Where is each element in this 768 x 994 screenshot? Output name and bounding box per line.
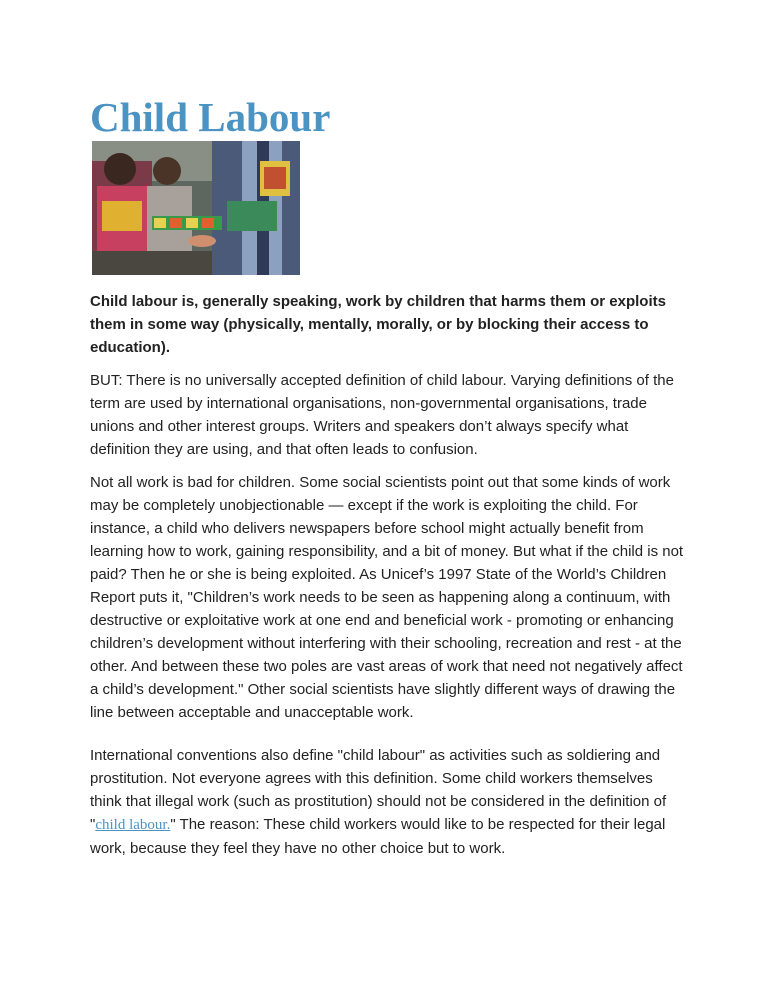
paragraph-not-all-work-bad: Not all work is bad for children. Some social scientists point out that some kinds of work may be completely unobjectionable — except if the work is exploiting the child. For instance, a child who delivers newspapers before school might actually benefit from learning how to work, gaining responsibility, and a bit of money. But what if the child is not paid? Then he or she is being exploited. As Unicef’s 1997 State of the World’s Children Report puts it, "Children’s work needs to be seen as happening along a continuum, with destructive or exploitative work at one end and beneficial work - promoting or enhancing children’s development without interfering with their schooling, recreation and rest - at the other. And between these two poles are vast areas of work that need not negatively affect a child’s development." Other social scientists have slightly different ways of drawing the line between acceptable and unacceptable work. [90, 474, 684, 721]
document-title: Child Labour [90, 94, 331, 140]
paragraph-definition: Child labour is, generally speaking, work by children that harms them or exploits them in some way (physically, mentally, morally, or by blocking their access to education). [90, 293, 666, 356]
child-labour-link[interactable]: child labour. [95, 817, 171, 833]
child-labour-photo [92, 141, 300, 275]
paragraph-no-universal-definition: BUT: There is no universally accepted definition of child labour. Varying definitions of the term are used by international organisations, non-governmental organisations, trade unions and other interest groups. Writers and speakers don’t always specify what definition they are using, and that often leads to confusion. [90, 372, 674, 458]
paragraph-international-conventions [90, 744, 685, 860]
paragraph-text-before-link: International conventions also define "child labour" as activities such as soldiering and prostitution. Not everyone agrees with this definition. Some child workers themselves think that illegal work (such as prostitution) should not be considered in the definition of " [90, 747, 667, 833]
document-body [90, 290, 685, 870]
paragraph-text-after-link: " The reason: These child workers would like to be respected for their legal work, because they feel they have no other choice but to work. [90, 816, 666, 857]
photo-illustration [92, 141, 300, 275]
